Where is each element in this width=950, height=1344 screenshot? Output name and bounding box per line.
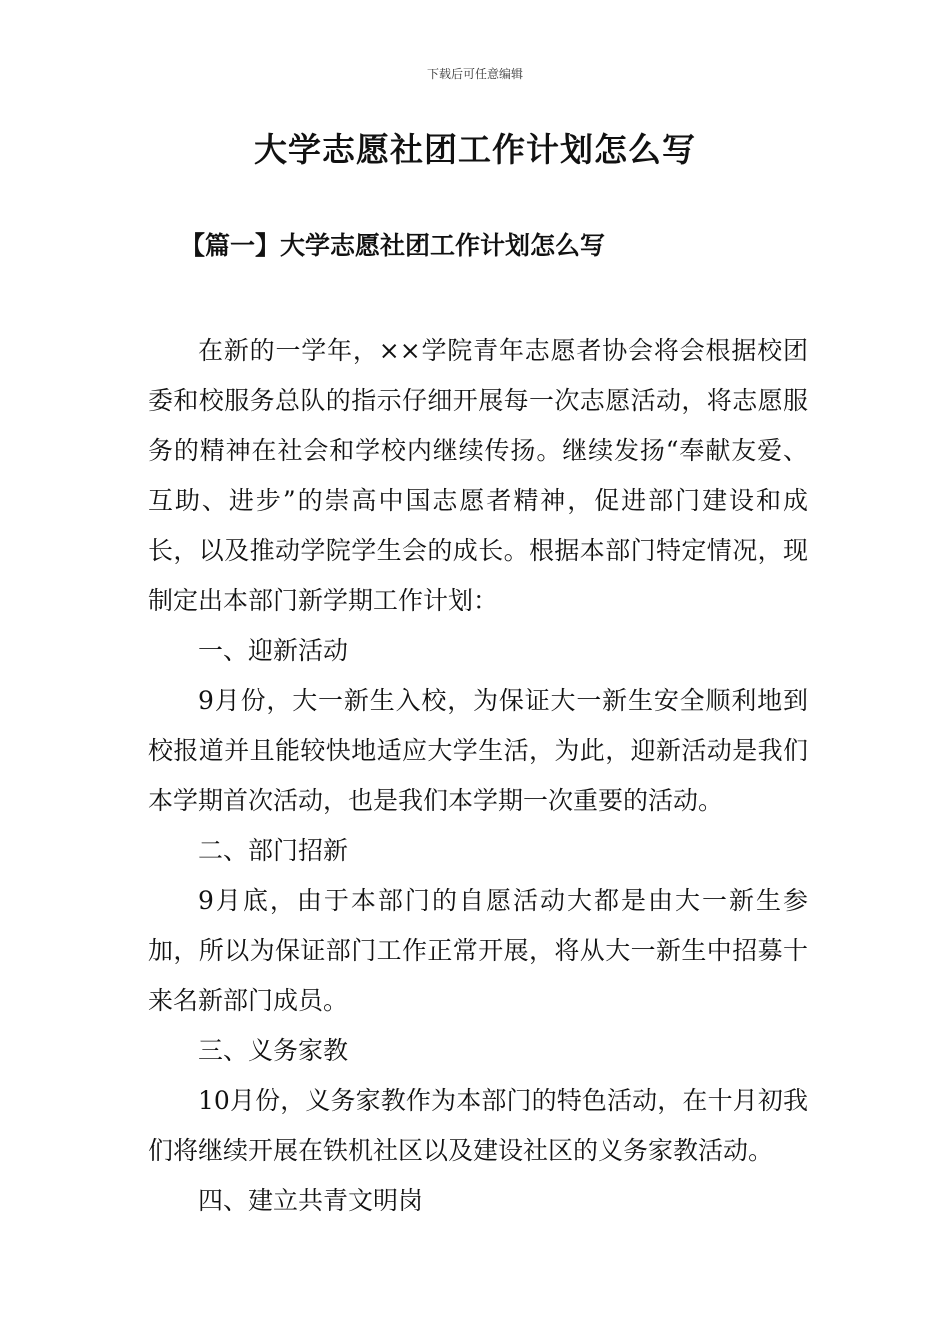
welcome-activity-paragraph: 9月份，大一新生入校，为保证大一新生安全顺利地到校报道并且能较快地适应大学生活，为此，迎新活动是我们本学期首次活动，也是我们本学期一次重要的活动。	[148, 686, 808, 815]
document-body	[148, 326, 808, 1226]
document-title: 大学志愿社团工作计划怎么写	[254, 130, 696, 169]
page-header: 下载后可任意编辑	[426, 67, 523, 81]
recruitment-paragraph: 9月底，由于本部门的自愿活动大都是由大一新生参加，所以为保证部门工作正常开展，将从大一新生中招募十来名新部门成员。	[148, 886, 808, 1015]
volunteer-tutoring-paragraph: 10月份，义务家教作为本部门的特色活动，在十月初我们将继续开展在铁机社区以及建设社区的义务家教活动。	[148, 1086, 808, 1165]
heading-youth-civilization-post: 四、建立共青文明岗	[198, 1186, 424, 1215]
heading-welcome-activity: 一、迎新活动	[198, 636, 349, 665]
section-title: 【篇一】大学志愿社团工作计划怎么写	[180, 231, 606, 260]
intro-paragraph: 在新的一学年，××学院青年志愿者协会将会根据校团委和校服务总队的指示仔细开展每一次志愿活动，将志愿服务的精神在社会和学校内继续传扬。继续发扬“奉献友爱、互助、进步”的崇高中国志愿者精神，促进部门建设和成长，以及推动学院学生会的成长。根据本部门特定情况，现制定出本部门新学期工作计划：	[148, 336, 808, 615]
heading-volunteer-tutoring: 三、义务家教	[198, 1036, 349, 1065]
heading-recruitment: 二、部门招新	[198, 836, 349, 865]
